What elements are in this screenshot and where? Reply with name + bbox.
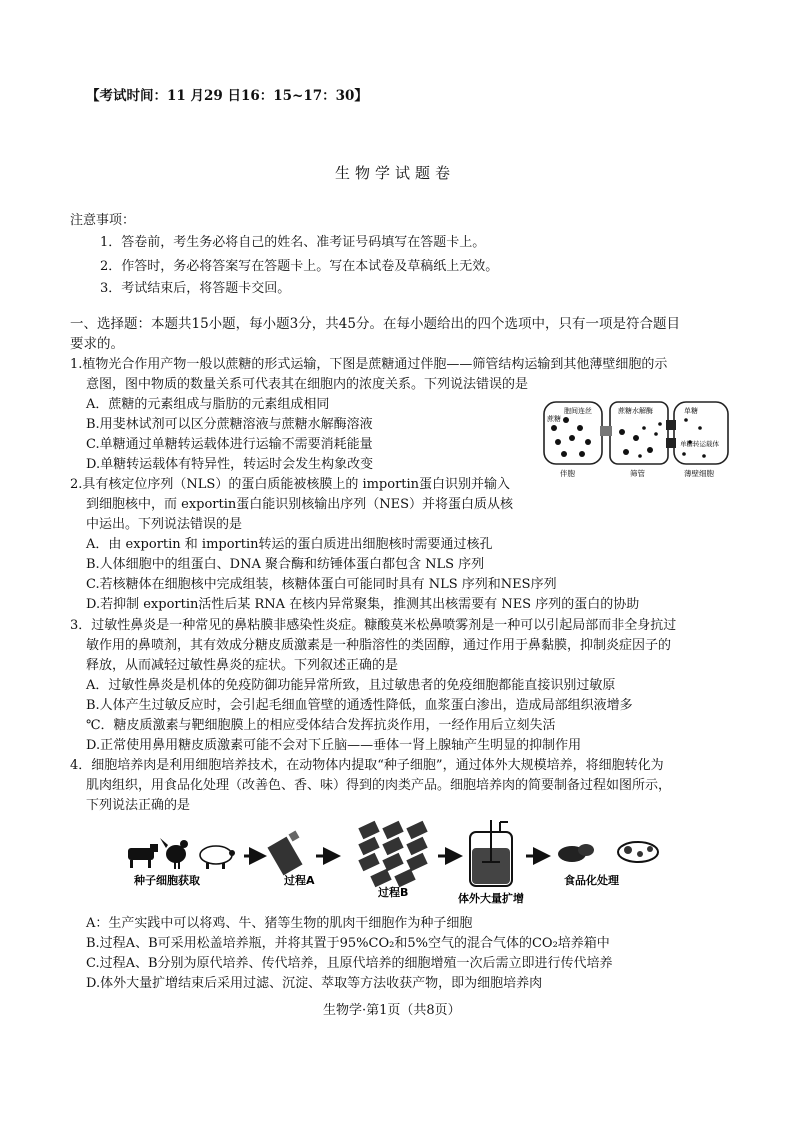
transporter-protein — [666, 420, 676, 430]
plasmodesma — [600, 426, 612, 436]
notice-heading: 注意事项： — [70, 213, 136, 228]
q2-option-a: A．由 exportin 和 importin转运的蛋白质进出细胞核时需要通过核孔 — [86, 537, 493, 552]
fig-label-process-a: 过程A — [284, 874, 315, 887]
fig-label-companion: 伴胞 — [560, 469, 575, 478]
culture-flask-icon — [267, 831, 302, 876]
q1-stem-cont: 意图，图中物质的数量关系可代表其在细胞内的浓度关系。下列说法错误的是 — [86, 377, 529, 392]
q3-option-c: ℃．糖皮质激素与靶细胞膜上的相应受体结合发挥抗炎作用，一经作用后立刻失活 — [86, 718, 556, 733]
sucrose-transport-figure — [540, 398, 732, 480]
q2-option-b: B.人体细胞中的组蛋白、DNA 聚合酶和纺锤体蛋白都包含 NLS 序列 — [86, 557, 485, 572]
q3-option-b: B.人体产生过敏反应时，会引起毛细血管壁的通透性降低，血浆蛋白渗出，造成局部组织液增多 — [86, 698, 633, 713]
q1-option-b: B.用斐林试剂可以区分蔗糖溶液与蔗糖水解酶溶液 — [86, 417, 373, 432]
fig-label-seed: 种子细胞获取 — [134, 874, 200, 887]
fig-label-parenchyma: 薄壁细胞 — [684, 469, 714, 478]
fig-label-transporter: 单糖转运载体 — [680, 440, 719, 448]
fig-label-invertase: 蔗糖水解酶 — [618, 407, 653, 415]
parenchyma-cell — [674, 402, 728, 464]
q3-option-a: A．过敏性鼻炎是机体的免疫防御功能异常所致，且过敏患者的免疫细胞都能直接识别过敏原 — [86, 678, 616, 693]
q1-option-c: C.单糖通过单糖转运载体进行运输不需要消耗能量 — [86, 437, 373, 452]
fig-label-food: 食品化处理 — [564, 874, 619, 887]
fig-label-plasmodesmata: 胞间连丝 — [564, 407, 592, 415]
q3-option-d: D.正常使用鼻用糖皮质激素可能不会对下丘脑——垂体一肾上腺轴产生明显的抑制作用 — [86, 738, 582, 753]
q4-option-d: D.体外大量扩增结束后采用过滤、沉淀、萃取等方法收获产物，即为细胞培养肉 — [86, 976, 543, 991]
fig-label-sieve: 筛管 — [630, 469, 645, 478]
section-heading-cont: 要求的。 — [70, 336, 124, 352]
q4-stem-cont: 肌肉组织，用食品化处理（改善色、香、味）得到的肉类产品。细胞培养肉的简要制备过程如图所示， — [86, 778, 672, 793]
q4-stem: 4．细胞培养肉是利用细胞培养技术，在动物体内提取“种子细胞”，通过体外大规模培养，将细胞转化为 — [70, 758, 664, 773]
q3-stem-cont: 释放，从而减轻过敏性鼻炎的症状。下列叙述正确的是 — [86, 658, 399, 673]
q1-option-d: D.单糖转运载体有特异性，转运时会发生构象改变 — [86, 457, 374, 472]
page-title: 生物学试题卷 — [335, 164, 456, 182]
q4-option-a: A：生产实践中可以将鸡、牛、猪等生物的肌肉干细胞作为种子细胞 — [86, 916, 473, 931]
q2-stem-cont: 到细胞核中，而 exportin蛋白能识别核输出序列（NES）并将蛋白质从核 — [86, 497, 514, 512]
culture-flasks-icon — [358, 821, 427, 887]
animals-icon — [128, 838, 235, 869]
q2-stem-cont: 中运出。下列说法错误的是 — [86, 517, 243, 532]
fig-label-monosaccharide: 单糖 — [684, 407, 698, 415]
q2-option-d: D.若抑制 exportin活性后某 RNA 在核内异常聚集，推测其出核需要有 NES 序列的蛋白的协助 — [86, 597, 640, 612]
page-footer: 生物学·第1页（共8页） — [323, 1003, 461, 1018]
transporter-protein — [666, 438, 676, 448]
q2-stem: 2.具有核定位序列（NLS）的蛋白质能被核膜上的 importin蛋白识别并输入 — [70, 477, 511, 492]
section-heading: 一、选择题：本题共15小题，每小题3分，共45分。在每小题给出的四个选项中，只有一项是符合题目 — [70, 316, 680, 332]
exam-time: 【考试时间：11 月29 日16：15~17：30】 — [86, 88, 368, 104]
q1-stem: 1.植物光合作用产物一般以蔗糖的形式运输，下图是蔗糖通过伴胞——筛管结构运输到其他薄壁细胞的示 — [70, 357, 668, 372]
q3-stem: 3．过敏性鼻炎是一种常见的鼻粘膜非感染性炎症。糠酸莫米松鼻喷雾剂是一种可以引起局部而非全身抗过 — [70, 618, 677, 633]
notice-item: 1．答卷前，考生务必将自己的姓名、准考证号码填写在答题卡上。 — [100, 235, 486, 250]
q4-option-b: B.过程A、B可采用松盖培养瓶，并将其置于95%CO₂和5%空气的混合气体的CO₂培养箱中 — [86, 936, 610, 951]
bioreactor-icon — [470, 820, 512, 886]
q4-option-c: C.过程A、B分别为原代培养、传代培养，且原代培养的细胞增殖一次后需立即进行传代培养 — [86, 956, 613, 971]
notice-item: 3．考试结束后，将答题卡交回。 — [100, 281, 291, 296]
notice-item: 2．作答时，务必将答案写在答题卡上。写在本试卷及草稿纸上无效。 — [100, 259, 499, 274]
meat-product-icon — [558, 842, 658, 862]
q1-option-a: A．蔗糖的元素组成与脂肪的元素组成相同 — [86, 397, 330, 412]
fig-label-sucrose: 蔗糖 — [547, 415, 561, 423]
cultured-meat-process-figure — [120, 818, 680, 910]
q3-stem-cont: 敏作用的鼻喷剂，其有效成分糖皮质激素是一种脂溶性的类固醇，通过作用于鼻黏膜，抑制炎症因子的 — [86, 638, 672, 653]
fig-label-process-b: 过程B — [378, 886, 409, 899]
fig-label-expand: 体外大量扩增 — [458, 892, 524, 905]
q2-option-c: C.若核糖体在细胞核中完成组装，核糖体蛋白可能同时具有 NLS 序列和NES序列 — [86, 577, 557, 592]
q4-stem-cont: 下列说法正确的是 — [86, 798, 191, 813]
